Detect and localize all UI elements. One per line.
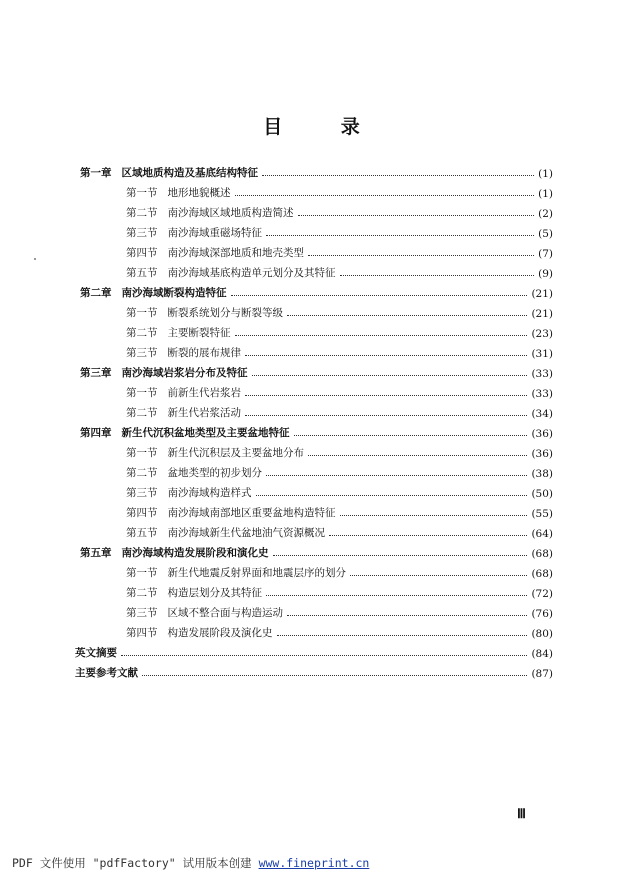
toc-entry[interactable] [126,482,553,500]
toc-leader-dots [231,295,528,296]
footer-link[interactable]: www.fineprint.cn [258,856,370,870]
toc-entry[interactable] [80,162,553,180]
toc-leader-dots [142,675,527,676]
toc-entry[interactable] [126,242,553,260]
toc-entry-title: 南沙海域基底构造单元划分及其特征 [167,267,336,279]
toc-leader-dots [308,455,527,456]
toc-entry[interactable] [75,642,553,660]
toc-entry-number: 第三节 [126,347,158,359]
toc-entry[interactable] [126,462,553,480]
toc-entry-page: (50) [531,488,553,500]
toc-entry-page: (36) [531,428,553,440]
toc-entry[interactable] [80,542,553,560]
toc-entry-number: 第五节 [126,267,158,279]
toc-entry[interactable] [126,302,553,320]
toc-entry-title: 新生代地震反射界面和地震层序的划分 [167,567,346,579]
toc-leader-dots [262,175,534,176]
toc-entry-number: 第一章 [80,167,112,179]
toc-entry-page: (80) [531,628,553,640]
toc-entry-page: (31) [531,348,553,360]
toc-entry-number: 第三节 [126,487,158,499]
toc-entry[interactable] [126,522,553,540]
toc-leader-dots [235,195,535,196]
toc-leader-dots [340,515,528,516]
toc-entry-title: 断裂系统划分与断裂等级 [167,307,283,319]
toc-entry-page: (33) [531,388,553,400]
toc-entry-page: (1) [538,168,553,180]
toc-leader-dots [245,415,527,416]
toc-entry[interactable] [126,202,553,220]
toc-entry[interactable] [126,262,553,280]
toc-entry-number: 第一节 [126,447,158,459]
toc-entry-number: 第四节 [126,627,158,639]
toc-entry-number: 第一节 [126,307,158,319]
toc-entry-page: (55) [531,508,553,520]
toc-entry[interactable] [80,282,553,300]
toc-entry-number: 第一节 [126,387,158,399]
toc-entry-number: 第二章 [80,287,112,299]
toc-entry-number: 第二节 [126,207,158,219]
toc-entry-page: (9) [538,268,553,280]
toc-entry[interactable] [126,382,553,400]
toc-entry-number: 第二节 [126,407,158,419]
toc-entry-page: (7) [538,248,553,260]
toc-entry-page: (72) [531,588,553,600]
toc-entry-page: (76) [531,608,553,620]
toc-entry-number: 第四章 [80,427,112,439]
toc-entry-title: 主要参考文献 [75,667,138,679]
toc-entry-title: 前新生代岩浆岩 [167,387,241,399]
toc-entry-page: (1) [538,188,553,200]
toc-entry-page: (38) [531,468,553,480]
toc-entry-number: 第五节 [126,527,158,539]
toc-leader-dots [287,615,527,616]
toc-entry-title: 地形地貌概述 [167,187,231,199]
toc-entry[interactable] [126,402,553,420]
toc-leader-dots [298,215,535,216]
toc-entry-title: 南沙海域重磁场特征 [167,227,262,239]
pdf-footer [12,855,369,871]
toc-leader-dots [277,635,528,636]
toc-entry[interactable] [75,662,553,680]
toc-entry[interactable] [80,422,553,440]
scan-speck [34,258,36,260]
toc-leader-dots [256,495,528,496]
toc-entry[interactable] [126,622,553,640]
toc-entry-page: (5) [538,228,553,240]
toc-entry[interactable] [126,602,553,620]
toc-entry[interactable] [80,362,553,380]
toc-entry-title: 构造层划分及其特征 [167,587,262,599]
toc-entry-title: 新生代沉积层及主要盆地分布 [167,447,304,459]
toc-leader-dots [121,655,527,656]
toc-leader-dots [252,375,528,376]
toc-entry-title: 英文摘要 [75,647,117,659]
toc-entry[interactable] [126,222,553,240]
toc-entry-number: 第二节 [126,327,158,339]
toc-entry-number: 第四节 [126,507,158,519]
toc-entry-number: 第三章 [80,367,112,379]
toc-entry-number: 第四节 [126,247,158,259]
toc-entry-title: 新生代沉积盆地类型及主要盆地特征 [121,427,290,439]
toc-entry-title: 南沙海域区域地质构造简述 [167,207,294,219]
toc-entry-title: 区域不整合面与构造运动 [167,607,283,619]
toc-leader-dots [235,335,528,336]
toc-entry-page: (33) [531,368,553,380]
page-title: 目 录 [263,116,386,138]
toc-entry-number: 第三节 [126,607,158,619]
toc-leader-dots [266,595,527,596]
toc-entry-page: (21) [531,308,553,320]
toc-entry-number: 第二节 [126,467,158,479]
toc-entry-number: 第一节 [126,567,158,579]
toc-entry-title: 主要断裂特征 [167,327,231,339]
toc-entry-page: (2) [538,208,553,220]
toc-entry-number: 第三节 [126,227,158,239]
toc-entry-page: (36) [531,448,553,460]
toc-entry[interactable] [126,322,553,340]
toc-entry-title: 南沙海域岩浆岩分布及特征 [121,367,248,379]
toc-entry-page: (34) [531,408,553,420]
toc-entry-page: (64) [531,528,553,540]
toc-entry[interactable] [126,502,553,520]
toc-entry[interactable] [126,562,553,580]
toc-entry-title: 南沙海域南部地区重要盆地构造特征 [167,507,336,519]
toc-leader-dots [287,315,527,316]
toc-leader-dots [245,395,527,396]
footer-text: PDF 文件使用 "pdfFactory" 试用版本创建 [12,856,252,870]
toc-entry-page: (23) [531,328,553,340]
toc-leader-dots [266,235,534,236]
toc-entry-number: 第一节 [126,187,158,199]
toc-entry-title: 南沙海域构造发展阶段和演化史 [121,547,269,559]
toc-leader-dots [294,435,528,436]
toc-entry-title: 新生代岩浆活动 [167,407,241,419]
toc-entry-number: 第五章 [80,547,112,559]
toc-leader-dots [266,475,527,476]
toc-entry-number: 第二节 [126,587,158,599]
toc-leader-dots [245,355,527,356]
toc-entry-page: (87) [531,668,553,680]
toc-entry[interactable] [126,442,553,460]
toc-entry[interactable] [126,182,553,200]
toc-leader-dots [308,255,534,256]
toc-entry[interactable] [126,342,553,360]
toc-leader-dots [340,275,535,276]
toc-entry-title: 区域地质构造及基底结构特征 [121,167,258,179]
toc-entry[interactable] [126,582,553,600]
toc-entry-title: 南沙海域深部地质和地壳类型 [167,247,304,259]
toc-leader-dots [273,555,528,556]
toc-entry-page: (68) [531,568,553,580]
toc-entry-page: (68) [531,548,553,560]
toc-leader-dots [329,535,527,536]
toc-entry-title: 南沙海域新生代盆地油气资源概况 [167,527,325,539]
toc-entry-page: (84) [531,648,553,660]
toc-entry-title: 南沙海域断裂构造特征 [121,287,227,299]
toc-entry-title: 南沙海域构造样式 [167,487,252,499]
page-number: Ⅲ [517,806,526,821]
toc-entry-page: (21) [531,288,553,300]
toc-entry-title: 盆地类型的初步划分 [167,467,262,479]
toc-entry-title: 构造发展阶段及演化史 [167,627,273,639]
toc-leader-dots [350,575,527,576]
toc-entry-title: 断裂的展布规律 [167,347,241,359]
